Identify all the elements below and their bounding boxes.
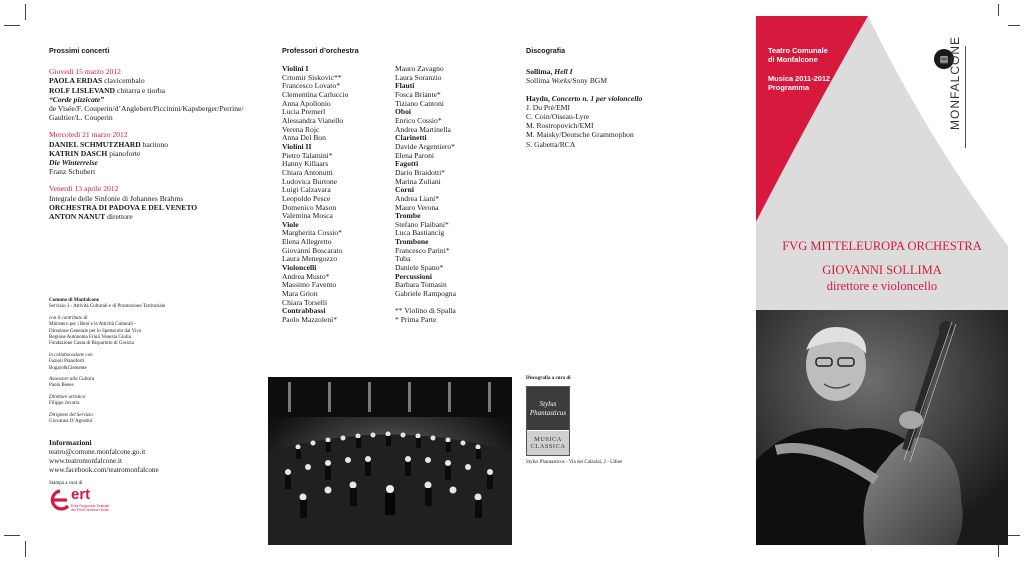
concert-line-text: pianoforte (107, 148, 141, 158)
section-heading: Violoncelli (282, 263, 317, 273)
cellist-photo-art (756, 310, 1008, 545)
concert-line-text: direttore (105, 212, 133, 222)
cover-theatre-line-1: Teatro Comunale (768, 46, 828, 55)
info-email[interactable]: teatro@comune.monfalcone.go.it (49, 448, 146, 456)
cover-title-soloist: GIOVANNI SOLLIMA (822, 263, 942, 277)
ert-logo-sub (71, 504, 109, 512)
concert-line-text: baritono (140, 139, 168, 149)
musician-name: Anna Apollonio (282, 98, 331, 108)
musician-name: Hanny Killaars (282, 159, 329, 169)
musician-name: Francesco Parini* (395, 245, 450, 255)
theatre-icon: ▤ (934, 49, 954, 69)
ert-logo (49, 486, 109, 516)
musician-name: Marina Zuliani (395, 176, 441, 186)
credits-collab-item: Bogaro&Clemente (49, 365, 87, 371)
credits-servizio: Servizio 1 - Attività Culturali e di Promozione Territoriale (49, 304, 166, 310)
concert-line (49, 76, 264, 85)
ert-logo-text: ert (71, 486, 91, 503)
cover-title-role: direttore e violoncello (826, 279, 938, 293)
concert-date: Giovedì 15 marzo 2012 (49, 67, 121, 77)
disc-block-1-line (526, 76, 746, 85)
concert-line-bold: KATRIN DASCH (49, 148, 108, 158)
brand-divider (965, 46, 966, 148)
musician-name: Stefano Flaibani* (395, 219, 449, 229)
cover-season-line-1: Musica 2011-2012 (768, 74, 831, 83)
concert-line (49, 194, 264, 203)
stylus-logo-line-3: MUSICA (534, 435, 562, 443)
concert-item (49, 130, 264, 176)
concert-line (49, 158, 264, 167)
ert-sub-1: Ente Regionale Teatrale (71, 504, 110, 508)
credits-direttore-label: Direttore artistico (49, 394, 86, 400)
musician-name: Laura Menegozzo (282, 254, 338, 264)
musician-name: Alessandra Vianello (282, 115, 344, 125)
print-label: Stampa a cura di (49, 481, 83, 486)
musician-name: Mara Grion (282, 289, 318, 299)
musician-name: Leopoldo Pesce (282, 193, 331, 203)
musician-name: Margherita Cossio* (282, 228, 342, 238)
concert-line-bold: PAOLA ERDAS (49, 76, 103, 86)
musician-name: Lucia Premerl (282, 107, 326, 117)
credits-contributo-item: Ministero per i Beni e le Attività Culturali - (49, 322, 136, 328)
concert-line-title: “Corde pizzicate” (49, 94, 105, 104)
disc-recording: M. Rostropovich/EMI (526, 121, 594, 131)
disc-block-1-album: Works (551, 76, 571, 86)
section-heading: Percussioni (395, 271, 432, 281)
concert-line-text: de Visée/F. Couperin/d’Anglebert/Piccinini/Kapsberger/Perrine/ (49, 104, 244, 114)
credits-dirigente-label: Dirigente del Servizio (49, 412, 93, 418)
brand-monfalcone: MONFALCONE (948, 35, 962, 130)
disc-recording: S. Gabetta/RCA (526, 139, 576, 149)
musician-name: Barbara Tomasin (395, 280, 447, 290)
credits-dirigente: Giovanna D’Agostini (49, 419, 93, 425)
concerts-column (49, 46, 264, 229)
discography-column (526, 46, 746, 149)
concert-line (49, 104, 264, 113)
musician-name: Luigi Calzavara (282, 185, 331, 195)
disc-block-2-work: Concerto n. 1 per violoncello (551, 93, 643, 103)
cover-season-line-2: Programma (768, 83, 810, 92)
credits-collab-label: in collaborazione con (49, 352, 93, 358)
musician-name: Chiara Antonutti (282, 167, 333, 177)
musician-name: Laura Soranzio (395, 72, 442, 82)
credits-contributo-label: con il contributo di (49, 315, 88, 321)
musician-name: Mauro Verona (395, 202, 439, 212)
musician-name: Pietro Talamini* (282, 150, 333, 160)
section-heading: Trombe (395, 211, 421, 221)
ert-sub-2: del Friuli Venezia Giulia (71, 508, 109, 513)
discography-title: Discografia (526, 46, 566, 55)
credits-contributo (49, 322, 259, 348)
section-heading: Flauti (395, 81, 415, 91)
musician-name: Tuba (395, 254, 411, 264)
disc-curated-label: Discografia a cura di (526, 376, 571, 381)
stylus-logo-line-2: Phantasticus (529, 408, 567, 417)
musician-name: Crtomir Siskovic** (282, 72, 342, 82)
section-heading: Violini I (282, 64, 309, 73)
disc-block-1-composer: Sollima, (526, 67, 555, 77)
disc-block-1-artist: Sollima (526, 76, 552, 86)
musician-name: Domenico Mason (282, 202, 337, 212)
concert-line (49, 167, 264, 176)
section-heading: Oboi (395, 107, 412, 117)
cover-title-orchestra: FVG MITTELEUROPA ORCHESTRA (782, 239, 982, 253)
musician-name: Valentina Mosca (282, 211, 333, 221)
concert-date: Mercoledì 21 marzo 2012 (49, 130, 128, 140)
concert-line-bold: ANTON NANUT (49, 212, 106, 222)
musician-name: Anna Del Bon (282, 133, 326, 143)
section-heading: Trombone (395, 237, 429, 247)
credits-contributo-item: Regione Autonoma Friuli Venezia Giulia (49, 335, 131, 341)
info-web[interactable]: www.teatromonfalcone.it (49, 457, 122, 465)
concert-line (49, 140, 264, 149)
crop-mark (25, 4, 26, 20)
crop-mark (25, 541, 26, 557)
musician-name: Francesco Lovato* (282, 81, 340, 91)
musician-name: * Prima Parte (395, 315, 437, 325)
stylus-logo-bottom (527, 431, 569, 455)
concert-line-title: Die Winterreise (49, 158, 98, 168)
info-title: Informazioni (49, 438, 92, 447)
disc-recording: C. Coin/Oiseau-Lyre (526, 112, 590, 122)
credits-collab-item: Fazioli Pianoforti (49, 359, 85, 365)
disc-recording: M. Maisky/Deutsche Grammophon (526, 130, 634, 140)
concert-line-bold: ORCHESTRA DI PADOVA E DEL VENETO (49, 202, 198, 212)
section-heading: Contrabbassi (282, 306, 326, 316)
musician-name: Elena Allegretto (282, 237, 332, 247)
disc-block-1-title (526, 67, 746, 76)
disc-address: Stylus Phantasticus - Via dei Calzolai, 2 - Udine (526, 460, 623, 465)
section-heading: Violini II (282, 141, 312, 151)
disc-block-2-list (526, 103, 746, 149)
musician-name: Andrea Musto* (282, 271, 330, 281)
musician-name: Giovanni Boscarato (282, 245, 343, 255)
disc-block-2-composer: Haydn, (526, 93, 552, 103)
section-heading: Corni (395, 185, 414, 195)
credits-assessore: Paola Benes (49, 383, 74, 389)
crop-mark (4, 535, 20, 536)
credits-contributo-item: Direzione Generale per lo Spettacolo dal Vivo (49, 328, 142, 334)
disc-block-1-work: Hell I (554, 67, 573, 77)
concert-line-text: Gaultier/L. Couperin (49, 113, 113, 123)
musician-name: Daniele Spano* (395, 263, 444, 273)
concert-line-bold: ROLF LISLEVAND (49, 85, 116, 95)
cover-theatre (768, 46, 828, 64)
musician-name: Ludovica Burtone (282, 176, 338, 186)
cover-season (768, 74, 830, 92)
info-facebook[interactable]: www.facebook.com/teatromonfalcone (49, 466, 159, 474)
orchestra-title: Professori d’orchestra (282, 46, 359, 55)
musician-name: Verena Rojc (282, 124, 320, 134)
credits-collab (49, 359, 259, 372)
musician-name: Clementina Carluccio (282, 89, 349, 99)
section-heading: Viole (282, 219, 299, 229)
concert-line (49, 86, 264, 95)
musician-name: Dario Braidotti* (395, 167, 445, 177)
musician-name: ** Violino di Spalla (395, 306, 456, 316)
concerts-title: Prossimi concerti (49, 46, 110, 55)
concert-line (49, 149, 264, 158)
cover-theatre-line-2: di Monfalcone (768, 55, 818, 64)
stylus-logo-line-1: Stylus (539, 399, 557, 408)
musician-name: Davide Argentiero* (395, 141, 455, 151)
stylus-logo-line-4: CLASSICA (530, 443, 566, 450)
section-heading: Clarinetti (395, 133, 427, 143)
musician-name: Mauro Zavagno (395, 64, 444, 73)
concert-line-text: Integrale delle Sinfonie di Johannes Brahms (49, 193, 184, 203)
section-heading: Fagotti (395, 159, 419, 169)
crop-mark (4, 25, 20, 26)
musician-name: Paolo Mazzoleni* (282, 315, 338, 325)
concert-line (49, 203, 264, 212)
orchestra-photo-art (268, 377, 512, 545)
concert-line (49, 212, 264, 221)
concert-line-text: Franz Schubert (49, 167, 96, 177)
credits-assessore-label: Assessore alla Cultura (49, 377, 95, 383)
disc-block-2-title (526, 94, 746, 103)
credits-contributo-item: Fondazione Cassa di Risparmio di Gorizia (49, 341, 134, 347)
disc-recording: J. Du Pré/EMI (526, 102, 571, 112)
musician-name: Andrea Martinella (395, 124, 451, 134)
concert-line-text: clavicembalo (102, 76, 145, 86)
concerts-list (49, 67, 264, 221)
orchestra-photo (268, 377, 512, 545)
concert-line (49, 95, 264, 104)
stylus-logo (526, 386, 570, 456)
credits-direttore: Filippo Juvarra (49, 401, 80, 407)
musician-name: Luca Bastiancig (395, 228, 445, 238)
concert-line-text: chitarra e tiorba (115, 85, 166, 95)
concert-line (49, 113, 264, 122)
musician-name: Fosca Briante* (395, 89, 441, 99)
disc-block-1-label: /Sony BGM (570, 76, 608, 86)
info-block (49, 438, 259, 487)
musician-name: Chiara Torselli (282, 297, 328, 307)
cover-panel (756, 16, 1008, 310)
musician-name: Massimo Favento (282, 280, 337, 290)
concert-item (49, 184, 264, 221)
concert-date: Venerdì 13 aprile 2012 (49, 184, 119, 194)
concert-item (49, 67, 264, 122)
credits-block (49, 298, 259, 431)
orchestra-column-2 (395, 65, 510, 325)
credits-comune: Comune di Monfalcone (49, 298, 99, 303)
stylus-logo-top (527, 387, 569, 431)
musician-name: Andrea Liani* (395, 193, 440, 203)
musician-name: Tiziano Cantoni (395, 98, 444, 108)
musician-name: Elena Paroni (395, 150, 435, 160)
musician-name: Gabriele Rampogna (395, 289, 456, 299)
orchestra-column-1 (282, 65, 392, 325)
concert-line-bold: DANIEL SCHMUTZHARD (49, 139, 141, 149)
musician-name: Enrico Cossio* (395, 115, 442, 125)
cellist-photo (756, 310, 1008, 545)
